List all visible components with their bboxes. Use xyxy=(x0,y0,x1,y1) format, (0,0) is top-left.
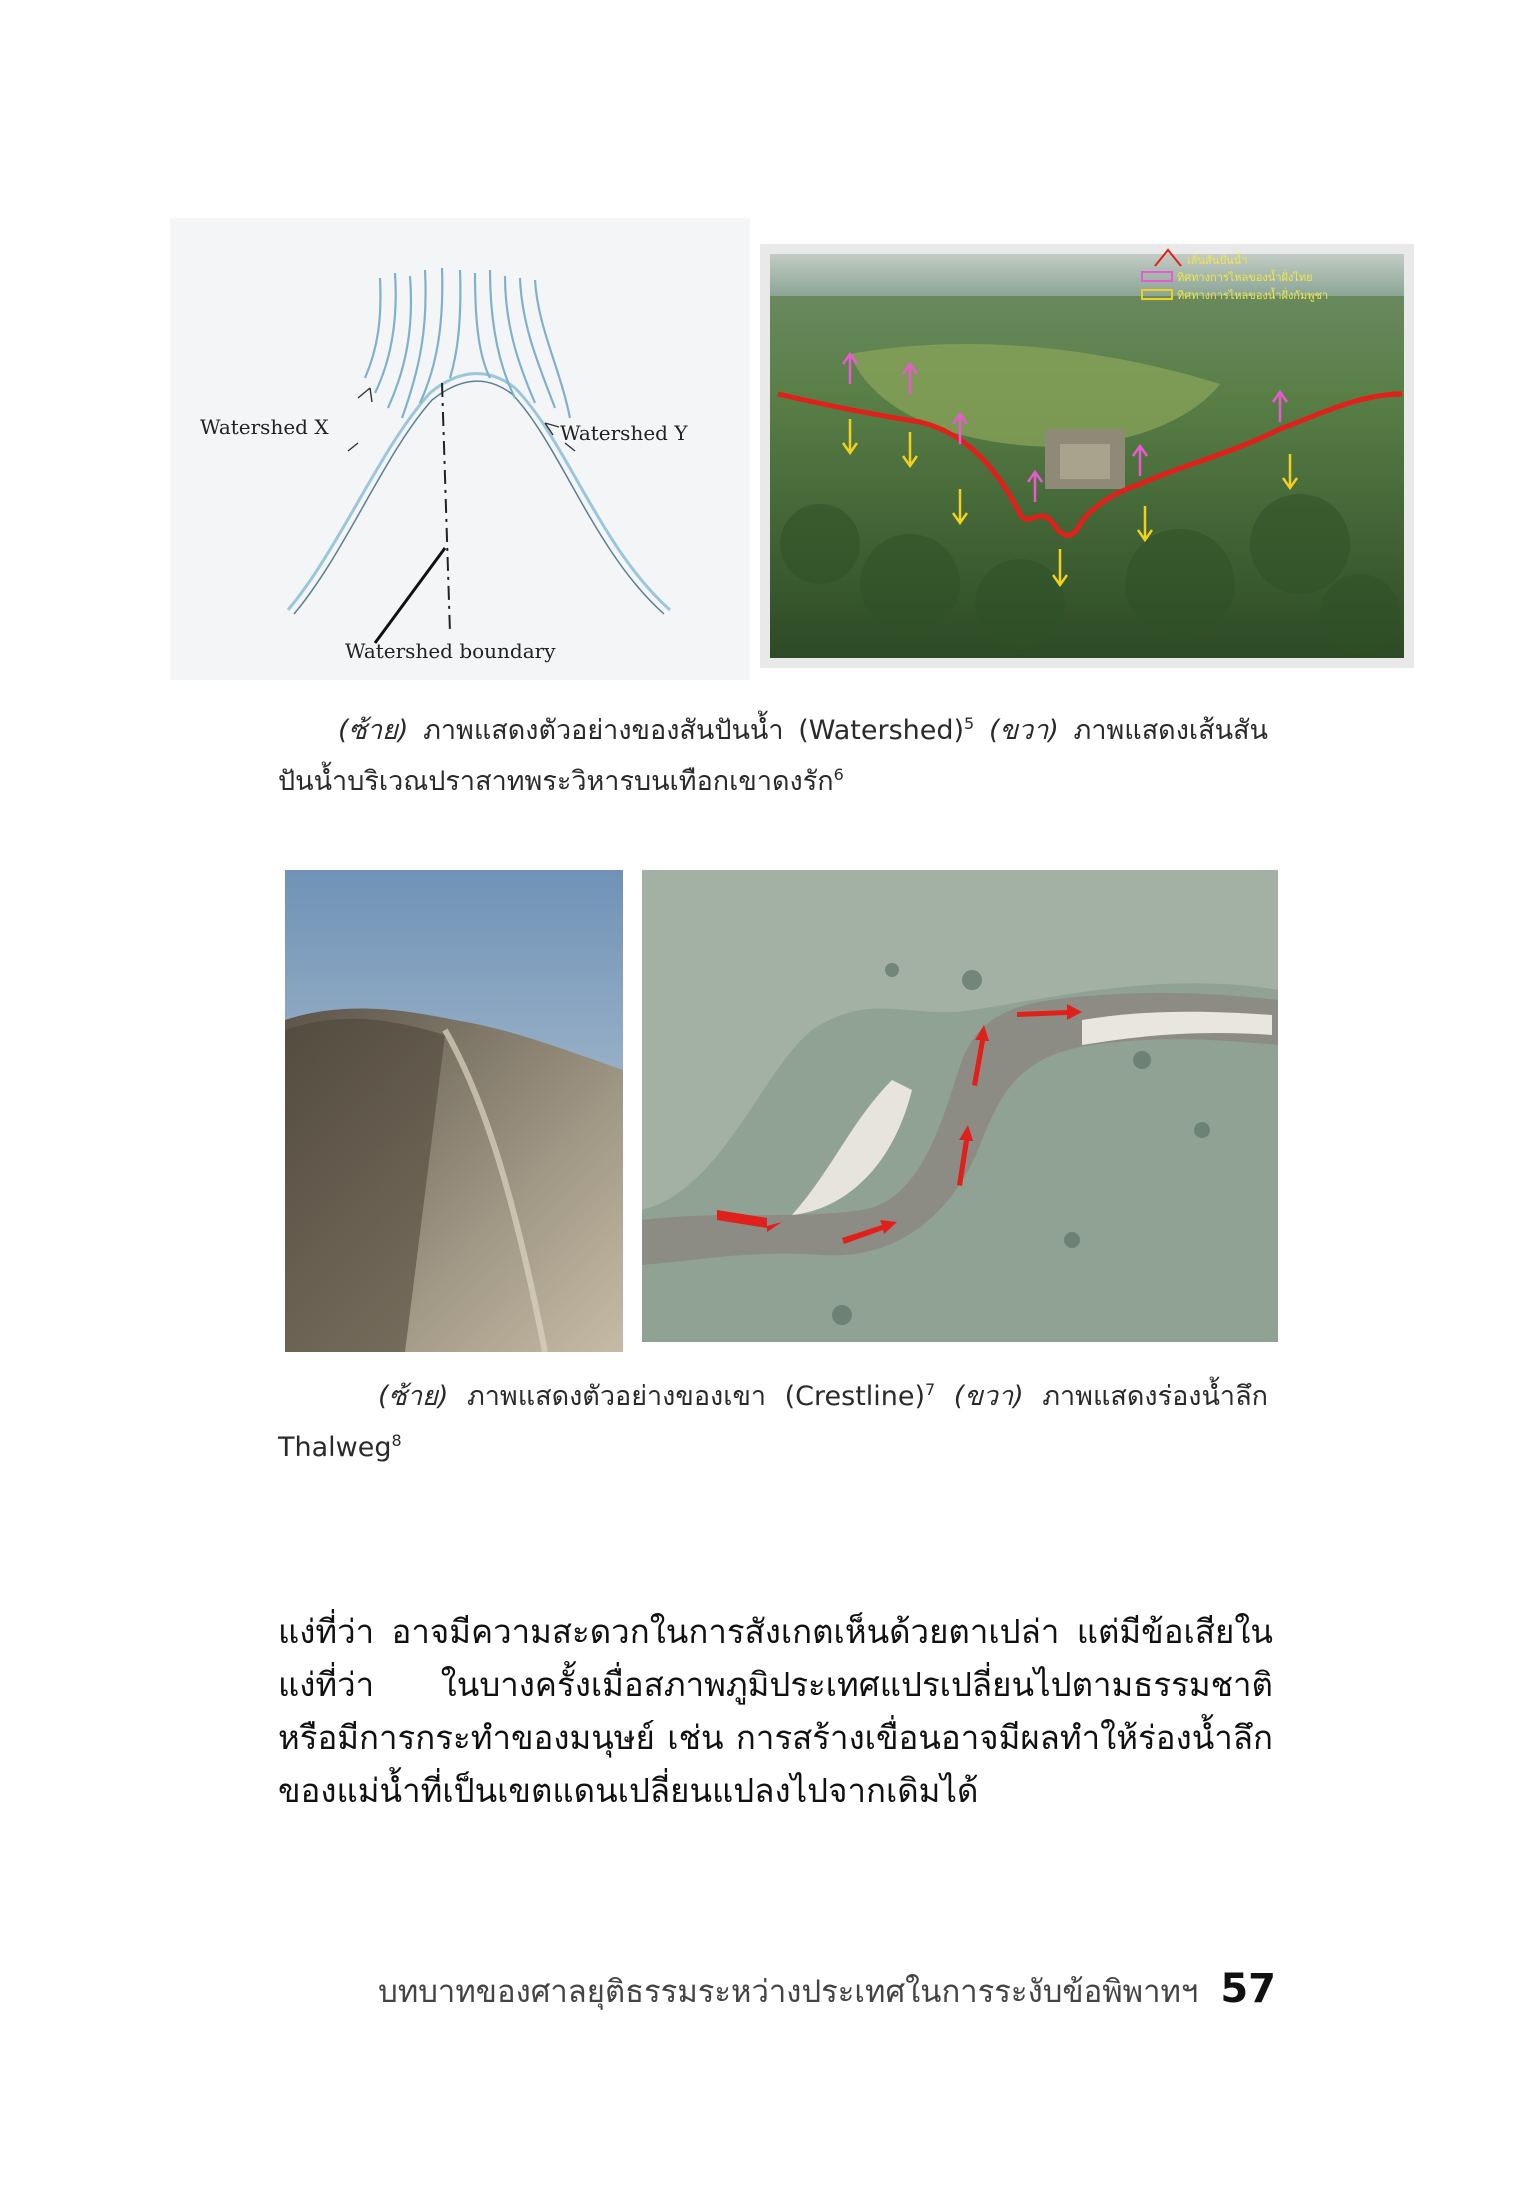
caption1-right-tag: (ขวา) xyxy=(988,715,1059,746)
preah-vihear-photo xyxy=(760,244,1414,668)
legend-cambodia-flow: ทิศทางการไหลของน้ำฝั่งกัมพูชา xyxy=(1177,289,1329,302)
watershed-diagram xyxy=(170,218,750,680)
page-number: 57 xyxy=(1220,1966,1276,2012)
footer-title: บทบาทของศาลยุติธรรมระหว่างประเทศในการระงับข้อพิพาทฯ xyxy=(378,1974,1199,2010)
thalweg-photo xyxy=(642,870,1278,1342)
caption2-right-text: ภาพแสดงร่องน้ำลึก Thalweg xyxy=(278,1381,1268,1463)
label-watershed-x: Watershed X xyxy=(200,415,329,439)
caption1-ref-5: 5 xyxy=(964,714,975,733)
figure1-caption xyxy=(278,702,1268,804)
caption2-ref-7: 7 xyxy=(925,1380,936,1399)
legend-thai-flow: ทิศทางการไหลของน้ำฝั่งไทย xyxy=(1177,271,1313,284)
caption2-left-tag: (ซ้าย) xyxy=(378,1381,449,1412)
page-footer xyxy=(378,1966,1276,2016)
caption2-left-text: ภาพแสดงตัวอย่างของเขา (Crestline) xyxy=(466,1381,926,1412)
caption1-left-tag: (ซ้าย) xyxy=(338,715,409,746)
caption1-left-text: ภาพแสดงตัวอย่างของสันปันน้ำ (Watershed) xyxy=(423,715,965,746)
figure2-caption xyxy=(278,1368,1268,1470)
caption2-right-tag: (ขวา) xyxy=(953,1381,1024,1412)
label-watershed-y: Watershed Y xyxy=(560,421,688,445)
caption2-ref-8: 8 xyxy=(391,1431,402,1450)
body-paragraph: แง่ที่ว่า อาจมีความสะดวกในการสังเกตเห็นด้วยตาเปล่า แต่มีข้อเสียในแง่ที่ว่า ในบางครั้งเมื่อสภาพภูมิประเทศแปรเปลี่ยนไปตามธรรมชาติ หรือมีการกระทำของมนุษย์ เช่น การสร้างเขื่อนอาจมีผลทำให้ร่องน้ำลึกของแม่น้ำที่เป็นเขตแดนเปลี่ยนแปลงไปจากเดิมได้ xyxy=(278,1612,1273,1810)
legend-boundary: เส้นสันปันน้ำ xyxy=(1187,254,1248,267)
caption1-right-text: ภาพแสดงเส้นสันปันน้ำบริเวณปราสาทพระวิหารบนเทือกเขาดงรัก xyxy=(278,715,1268,797)
label-watershed-boundary: Watershed boundary xyxy=(345,639,556,663)
crestline-photo xyxy=(285,870,623,1352)
caption1-ref-6: 6 xyxy=(833,765,844,784)
